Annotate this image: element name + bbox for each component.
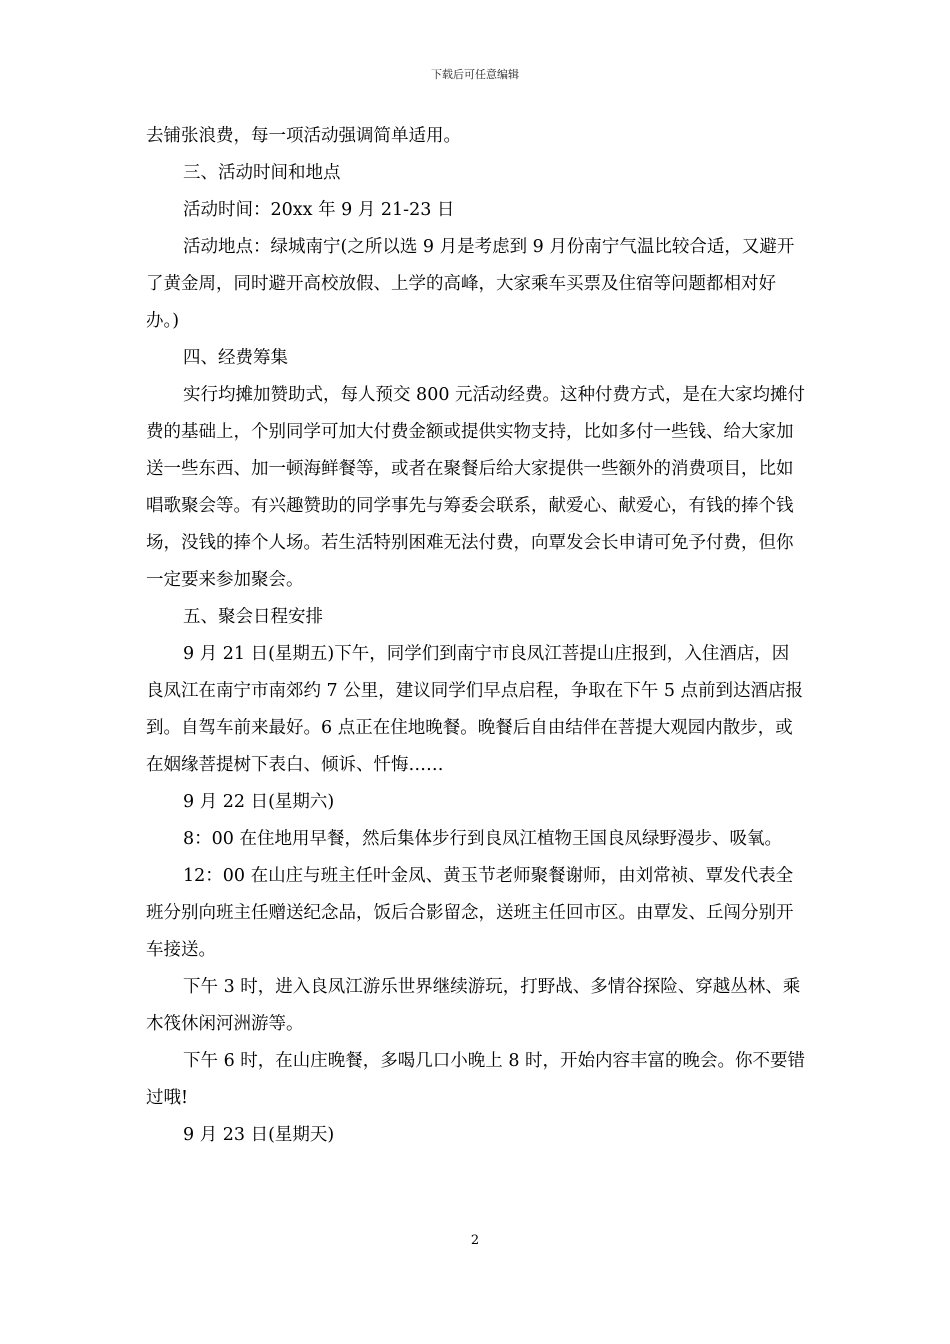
- section-heading-schedule: 五、聚会日程安排: [183, 607, 323, 627]
- paragraph: 活动地点：绿城南宁(之所以选 9 月是考虑到 9 月份南宁气温比较合适，又避开了黄金周，同时避开高校放假、上学的高峰，大家乘车买票及住宿等问题都相对好办。): [146, 237, 795, 331]
- paragraph: 9 月 21 日(星期五)下午，同学们到南宁市良凤江菩提山庄报到，入住酒店，因良凤江在南宁市南郊约 7 公里，建议同学们早点启程，争取在下午 5 点前到达酒店报到。自驾车前来最好。6 点正在住地晚餐。晚餐后自由结伴在菩提大观园内散步，或在姻缘菩提树下表白、倾诉、忏悔……: [146, 644, 804, 775]
- date-heading: 9 月 22 日(星期六): [183, 792, 335, 812]
- section-heading-time-place: 三、活动时间和地点: [183, 163, 341, 183]
- paragraph: 下午 6 时，在山庄晚餐，多喝几口小晚上 8 时，开始内容丰富的晚会。你不要错过哦!: [146, 1051, 806, 1108]
- paragraph: 下午 3 时，进入良凤江游乐世界继续游玩，打野战、多情谷探险、穿越丛林、乘木筏休闲河洲游等。: [146, 977, 801, 1034]
- page-number: 2: [470, 1233, 480, 1248]
- paragraph: 实行均摊加赞助式，每人预交 800 元活动经费。这种付费方式，是在大家均摊付费的基础上，个别同学可加大付费金额或提供实物支持，比如多付一些钱、给大家加送一些东西、加一顿海鲜餐等，或者在聚餐后给大家提供一些额外的消费项目，比如唱歌聚会等。有兴趣赞助的同学事先与筹委会联系，献爱心、献爱心，有钱的捧个钱场，没钱的捧个人场。若生活特别困难无法付费，向覃发会长申请可免予付费，但你一定要来参加聚会。: [146, 385, 806, 590]
- date-heading: 9 月 23 日(星期天): [183, 1125, 335, 1145]
- page-header: 下载后可任意编辑: [431, 68, 519, 81]
- paragraph: 去铺张浪费，每一项活动强调简单适用。: [146, 126, 461, 146]
- paragraph: 活动时间：20xx 年 9 月 21-23 日: [183, 200, 455, 220]
- document-body: [146, 118, 806, 1154]
- section-heading-funding: 四、经费筹集: [183, 348, 288, 368]
- paragraph: 8：00 在住地用早餐，然后集体步行到良凤江植物王国良凤绿野漫步、吸氧。: [183, 829, 782, 849]
- paragraph: 12：00 在山庄与班主任叶金凤、黄玉节老师聚餐谢师，由刘常祯、覃发代表全班分别向班主任赠送纪念品，饭后合影留念，送班主任回市区。由覃发、丘闯分别开车接送。: [146, 866, 794, 960]
